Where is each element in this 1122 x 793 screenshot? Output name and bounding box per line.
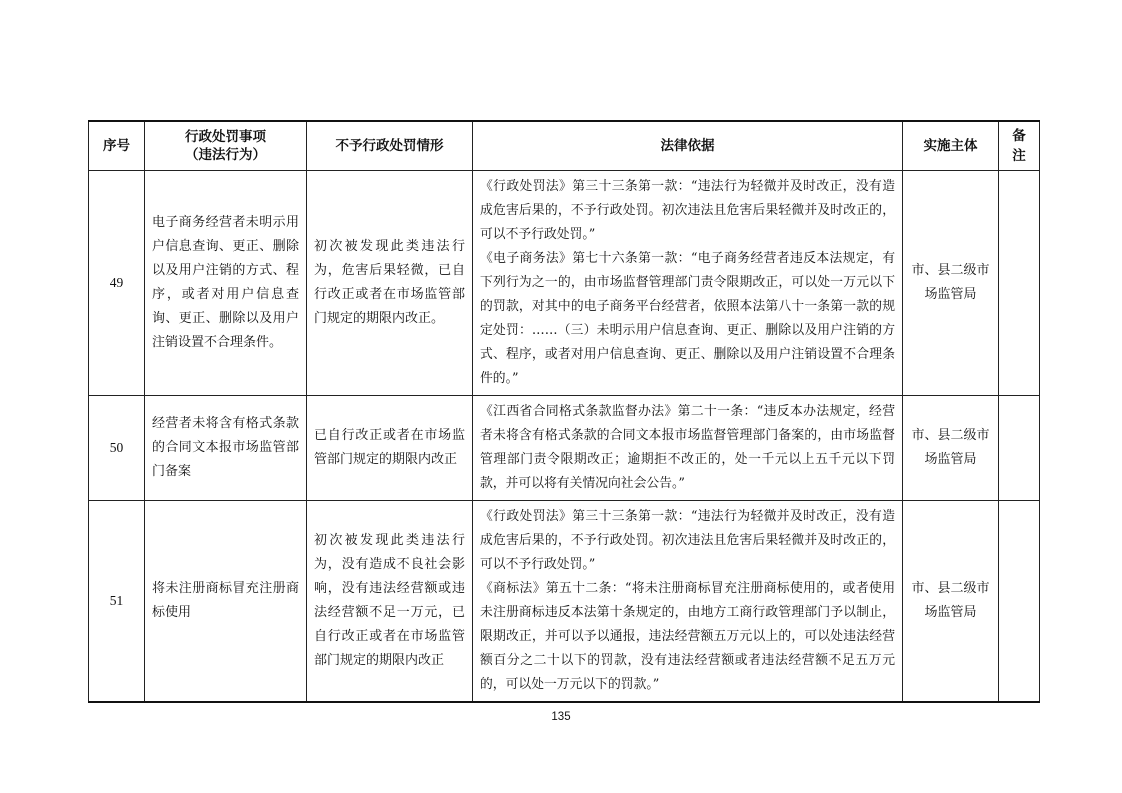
legal-basis-cell: [473, 396, 903, 501]
header-item-line1: 行政处罚事项: [185, 129, 266, 145]
table-row: [89, 501, 1040, 703]
violation-item: 将未注册商标冒充注册商标使用: [145, 501, 307, 703]
remarks-cell: [999, 171, 1040, 396]
table-row: [89, 396, 1040, 501]
legal-basis-paragraph: 《行政处罚法》第三十三条第一款：“违法行为轻微并及时改正，没有造成危害后果的，不予行政处罚。初次违法且危害后果轻微并及时改正的，可以不予行政处罚。”: [480, 179, 895, 242]
violation-item: 经营者未将含有格式条款的合同文本报市场监管部门备案: [145, 396, 307, 501]
no-penalty-condition: 初次被发现此类违法行为，没有造成不良社会影响，没有违法经营额或违法经营额不足一万元，已自行改正或者在市场监管部门规定的期限内改正: [307, 501, 473, 703]
legal-basis-paragraph: 《电子商务法》第七十六条第一款：“电子商务经营者违反本法规定，有下列行为之一的，由市场监督管理部门责令限期改正，可以处一万元以下的罚款，对其中的电子商务平台经营者，依照本法第八十一条第一款的规定处罚：……（三）未明示用户信息查询、更正、删除以及用户注销的方式、程序，或者对用户信息查询、更正、删除以及用户注销设置不合理条件的。”: [480, 251, 895, 386]
row-number: 49: [89, 171, 145, 396]
remarks-cell: [999, 396, 1040, 501]
implementing-agency: [903, 171, 999, 396]
agency-line1: 市、县二级市: [911, 263, 990, 278]
agency-line1: 市、县二级市: [911, 428, 990, 443]
penalty-table: [88, 120, 1040, 703]
header-remarks: 备注: [999, 121, 1040, 171]
header-agency: 实施主体: [903, 121, 999, 171]
agency-line1: 市、县二级市: [911, 581, 990, 596]
header-legal-basis: 法律依据: [473, 121, 903, 171]
header-no-penalty: 不予行政处罚情形: [307, 121, 473, 171]
header-item: [145, 121, 307, 171]
legal-basis-cell: [473, 501, 903, 703]
table-header-row: [89, 121, 1040, 171]
remarks-cell: [999, 501, 1040, 703]
row-number: 50: [89, 396, 145, 501]
header-seq: 序号: [89, 121, 145, 171]
legal-basis-cell: [473, 171, 903, 396]
no-penalty-condition: 已自行改正或者在市场监管部门规定的期限内改正: [307, 396, 473, 501]
violation-item: 电子商务经营者未明示用户信息查询、更正、删除以及用户注销的方式、程序，或者对用户信息查询、更正、删除以及用户注销设置不合理条件。: [145, 171, 307, 396]
header-item-line2: （违法行为）: [185, 147, 266, 163]
legal-basis-paragraph: 《江西省合同格式条款监督办法》第二十一条：“违反本办法规定，经营者未将含有格式条款的合同文本报市场监督管理部门备案的，由市场监督管理部门责令限期改正；逾期拒不改正的，处一千元以上五千元以下罚款，并可以将有关情况向社会公告。”: [480, 404, 895, 491]
table-row: [89, 171, 1040, 396]
row-number: 51: [89, 501, 145, 703]
no-penalty-condition: 初次被发现此类违法行为，危害后果轻微，已自行改正或者在市场监管部门规定的期限内改正。: [307, 171, 473, 396]
legal-basis-paragraph: 《行政处罚法》第三十三条第一款：“违法行为轻微并及时改正，没有造成危害后果的，不予行政处罚。初次违法且危害后果轻微并及时改正的，可以不予行政处罚。”: [480, 509, 895, 572]
agency-line2: 场监管局: [924, 452, 977, 467]
page-number: 135: [551, 711, 571, 723]
implementing-agency: [903, 501, 999, 703]
implementing-agency: [903, 396, 999, 501]
agency-line2: 场监管局: [924, 605, 977, 620]
agency-line2: 场监管局: [924, 287, 977, 302]
legal-basis-paragraph: 《商标法》第五十二条：“将未注册商标冒充注册商标使用的，或者使用未注册商标违反本法第十条规定的，由地方工商行政管理部门予以制止，限期改正，并可以予以通报，违法经营额五万元以上的，可以处违法经营额百分之二十以下的罚款，没有违法经营额或者违法经营额不足五万元的，可以处一万元以下的罚款。”: [480, 581, 895, 692]
